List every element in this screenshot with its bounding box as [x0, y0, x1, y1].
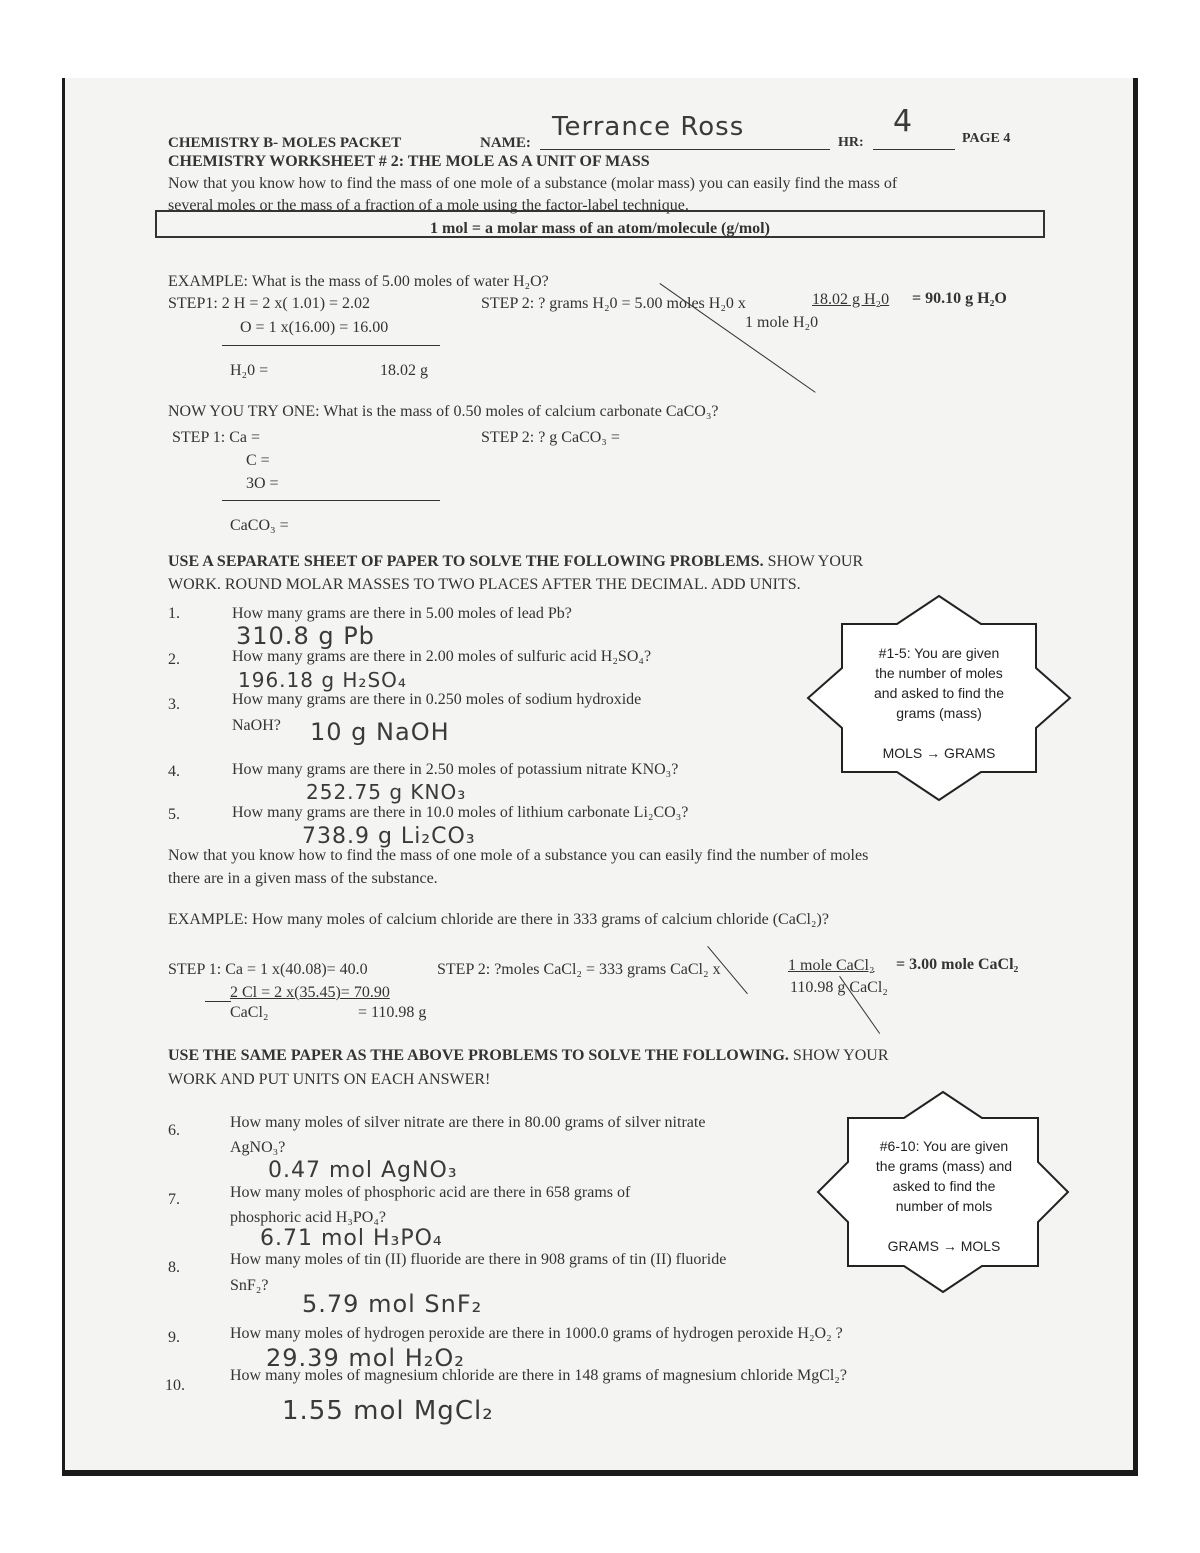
problem-6-text-2: AgNO₃? — [230, 1139, 286, 1156]
definition-text: 1 mol = a molar mass of an atom/molecule (g/mol) — [430, 220, 770, 237]
section2-instructions-2: WORK AND PUT UNITS ON EACH ANSWER! — [168, 1071, 491, 1088]
hr-line — [873, 149, 955, 150]
example2-denominator: 110.98 g CaCl₂ — [790, 979, 888, 996]
example2-question: EXAMPLE: How many moles of calcium chloride are there in 333 grams of calcium chloride (CaCl₂)? — [168, 911, 829, 928]
packet-title: CHEMISTRY B- MOLES PACKET — [168, 135, 402, 151]
example1-step2: STEP 2: ? grams H₂0 = 5.00 moles H₂0 x — [481, 295, 746, 312]
student-name: Terrance Ross — [552, 112, 745, 142]
try1-question: NOW YOU TRY ONE: What is the mass of 0.50 moles of calcium carbonate CaCO₃? — [168, 403, 719, 420]
problem-7-number: 7. — [168, 1191, 180, 1208]
example1-total-value: 18.02 g — [380, 362, 428, 379]
problem-6-number: 6. — [168, 1122, 180, 1139]
problem-5-answer: 738.9 g Li₂CO₃ — [302, 824, 476, 849]
worksheet-title: CHEMISTRY WORKSHEET # 2: THE MOLE AS A UNIT OF MASS — [168, 153, 650, 170]
problem-9-answer: 29.39 mol H₂O₂ — [266, 1344, 465, 1372]
example1-step2-denominator: 1 mole H₂0 — [745, 314, 819, 331]
example2-step1: STEP 1: Ca = 1 x(40.08)= 40.0 — [168, 961, 368, 978]
example2-sum-line — [205, 1001, 231, 1002]
problem-7-text: How many moles of phosphoric acid are there in 658 grams of — [230, 1184, 631, 1201]
intro-line-1: Now that you know how to find the mass of one mole of a substance (molar mass) you can easily find the mass of — [168, 175, 898, 192]
section1-instructions-1: USE A SEPARATE SHEET OF PAPER TO SOLVE THE FOLLOWING PROBLEMS. SHOW YOUR — [168, 553, 864, 570]
section1-instructions-2: WORK. ROUND MOLAR MASSES TO TWO PLACES AFTER THE DECIMAL. ADD UNITS. — [168, 576, 801, 593]
try1-sum-line — [222, 500, 440, 501]
problem-8-answer: 5.79 mol SnF₂ — [302, 1290, 483, 1318]
problem-1-answer: 310.8 g Pb — [236, 622, 375, 650]
problem-3-text: How many grams are there in 0.250 moles of sodium hydroxide — [232, 691, 642, 708]
problem-8-text-2: SnF₂? — [230, 1277, 269, 1294]
problem-4-text: How many grams are there in 2.50 moles of potassium nitrate KNO₃? — [232, 761, 679, 778]
problem-8-text: How many moles of tin (II) fluoride are there in 908 grams of tin (II) fluoride — [230, 1251, 727, 1268]
problem-2-text: How many grams are there in 2.00 moles of sulfuric acid H₂SO₄? — [232, 648, 652, 665]
transition-line-2: there are in a given mass of the substance. — [168, 870, 438, 887]
problem-1-number: 1. — [168, 605, 180, 622]
problem-8-number: 8. — [168, 1259, 180, 1276]
example2-numerator: 1 mole CaCl₂ — [788, 957, 875, 974]
try1-step1: STEP 1: Ca = — [172, 429, 260, 446]
star1-text: #1-5: You are given the number of moles and asked to find the grams (mass) MOLS → GRAMS — [874, 645, 1004, 761]
problem-3-text-2: NaOH? — [232, 717, 281, 734]
example1-total-label: H₂0 = — [230, 362, 269, 379]
example2-cl: 2 Cl = 2 x(35.45)= 70.90 — [230, 984, 390, 1001]
problem-9-number: 9. — [168, 1329, 180, 1346]
problem-10-number: 10. — [165, 1377, 185, 1394]
problem-5-number: 5. — [168, 806, 180, 823]
problem-2-number: 2. — [168, 651, 180, 668]
problem-3-answer: 10 g NaOH — [310, 718, 450, 746]
problem-6-text: How many moles of silver nitrate are there in 80.00 grams of silver nitrate — [230, 1114, 706, 1131]
problem-10-text: How many moles of magnesium chloride are there in 148 grams of magnesium chloride MgCl₂? — [230, 1367, 847, 1384]
problem-4-answer: 252.75 g KNO₃ — [306, 780, 467, 804]
try1-o: 3O = — [246, 475, 279, 492]
example1-sum-line — [222, 345, 440, 346]
problem-9-text: How many moles of hydrogen peroxide are there in 1000.0 grams of hydrogen peroxide H₂O₂ ? — [230, 1325, 843, 1342]
try1-step2: STEP 2: ? g CaCO₃ = — [481, 429, 620, 446]
problem-6-answer: 0.47 mol AgNO₃ — [268, 1158, 458, 1183]
example1-step1-o: O = 1 x(16.00) = 16.00 — [240, 319, 389, 336]
page-number: PAGE 4 — [962, 131, 1011, 146]
example1-step1-h: STEP1: 2 H = 2 x( 1.01) = 2.02 — [168, 295, 371, 312]
problem-7-answer: 6.71 mol H₃PO₄ — [260, 1226, 443, 1251]
problem-1-text: How many grams are there in 5.00 moles of lead Pb? — [232, 605, 572, 622]
problem-10-answer: 1.55 mol MgCl₂ — [282, 1396, 494, 1426]
problem-4-number: 4. — [168, 763, 180, 780]
hr-value: 4 — [893, 104, 914, 139]
example2-step2: STEP 2: ?moles CaCl₂ = 333 grams CaCl₂ x — [437, 961, 721, 978]
transition-line-1: Now that you know how to find the mass of one mole of a substance you can easily find the number of moles — [168, 847, 869, 864]
problem-5-text: How many grams are there in 10.0 moles of lithium carbonate Li₂CO₃? — [232, 804, 689, 821]
example2-result: = 3.00 mole CaCl₂ — [896, 956, 1019, 973]
try1-total: CaCO₃ = — [230, 517, 289, 534]
problem-3-number: 3. — [168, 696, 180, 713]
intro-line-2: several moles or the mass of a fraction of a mole using the factor-label technique. — [168, 197, 689, 214]
name-label: NAME: — [480, 135, 531, 151]
example1-step2-numerator: 18.02 g H₂0 — [812, 291, 890, 308]
section2-instructions-1: USE THE SAME PAPER AS THE ABOVE PROBLEMS TO SOLVE THE FOLLOWING. SHOW YOUR — [168, 1047, 889, 1064]
star2-text: #6-10: You are given the grams (mass) and asked to find the number of mols GRAMS → MOLS — [875, 1138, 1013, 1254]
name-line — [540, 149, 830, 150]
problem-7-text-2: phosphoric acid H₃PO₄? — [230, 1209, 387, 1226]
example1-question: EXAMPLE: What is the mass of 5.00 moles of water H₂O? — [168, 273, 549, 290]
example1-step2-result: = 90.10 g H₂O — [912, 290, 1007, 307]
example2-total-label: CaCl₂ — [230, 1004, 269, 1021]
try1-c: C = — [246, 452, 270, 469]
problem-2-answer: 196.18 g H₂SO₄ — [238, 668, 407, 692]
hr-label: HR: — [838, 135, 864, 150]
example2-total-value: = 110.98 g — [358, 1004, 427, 1021]
